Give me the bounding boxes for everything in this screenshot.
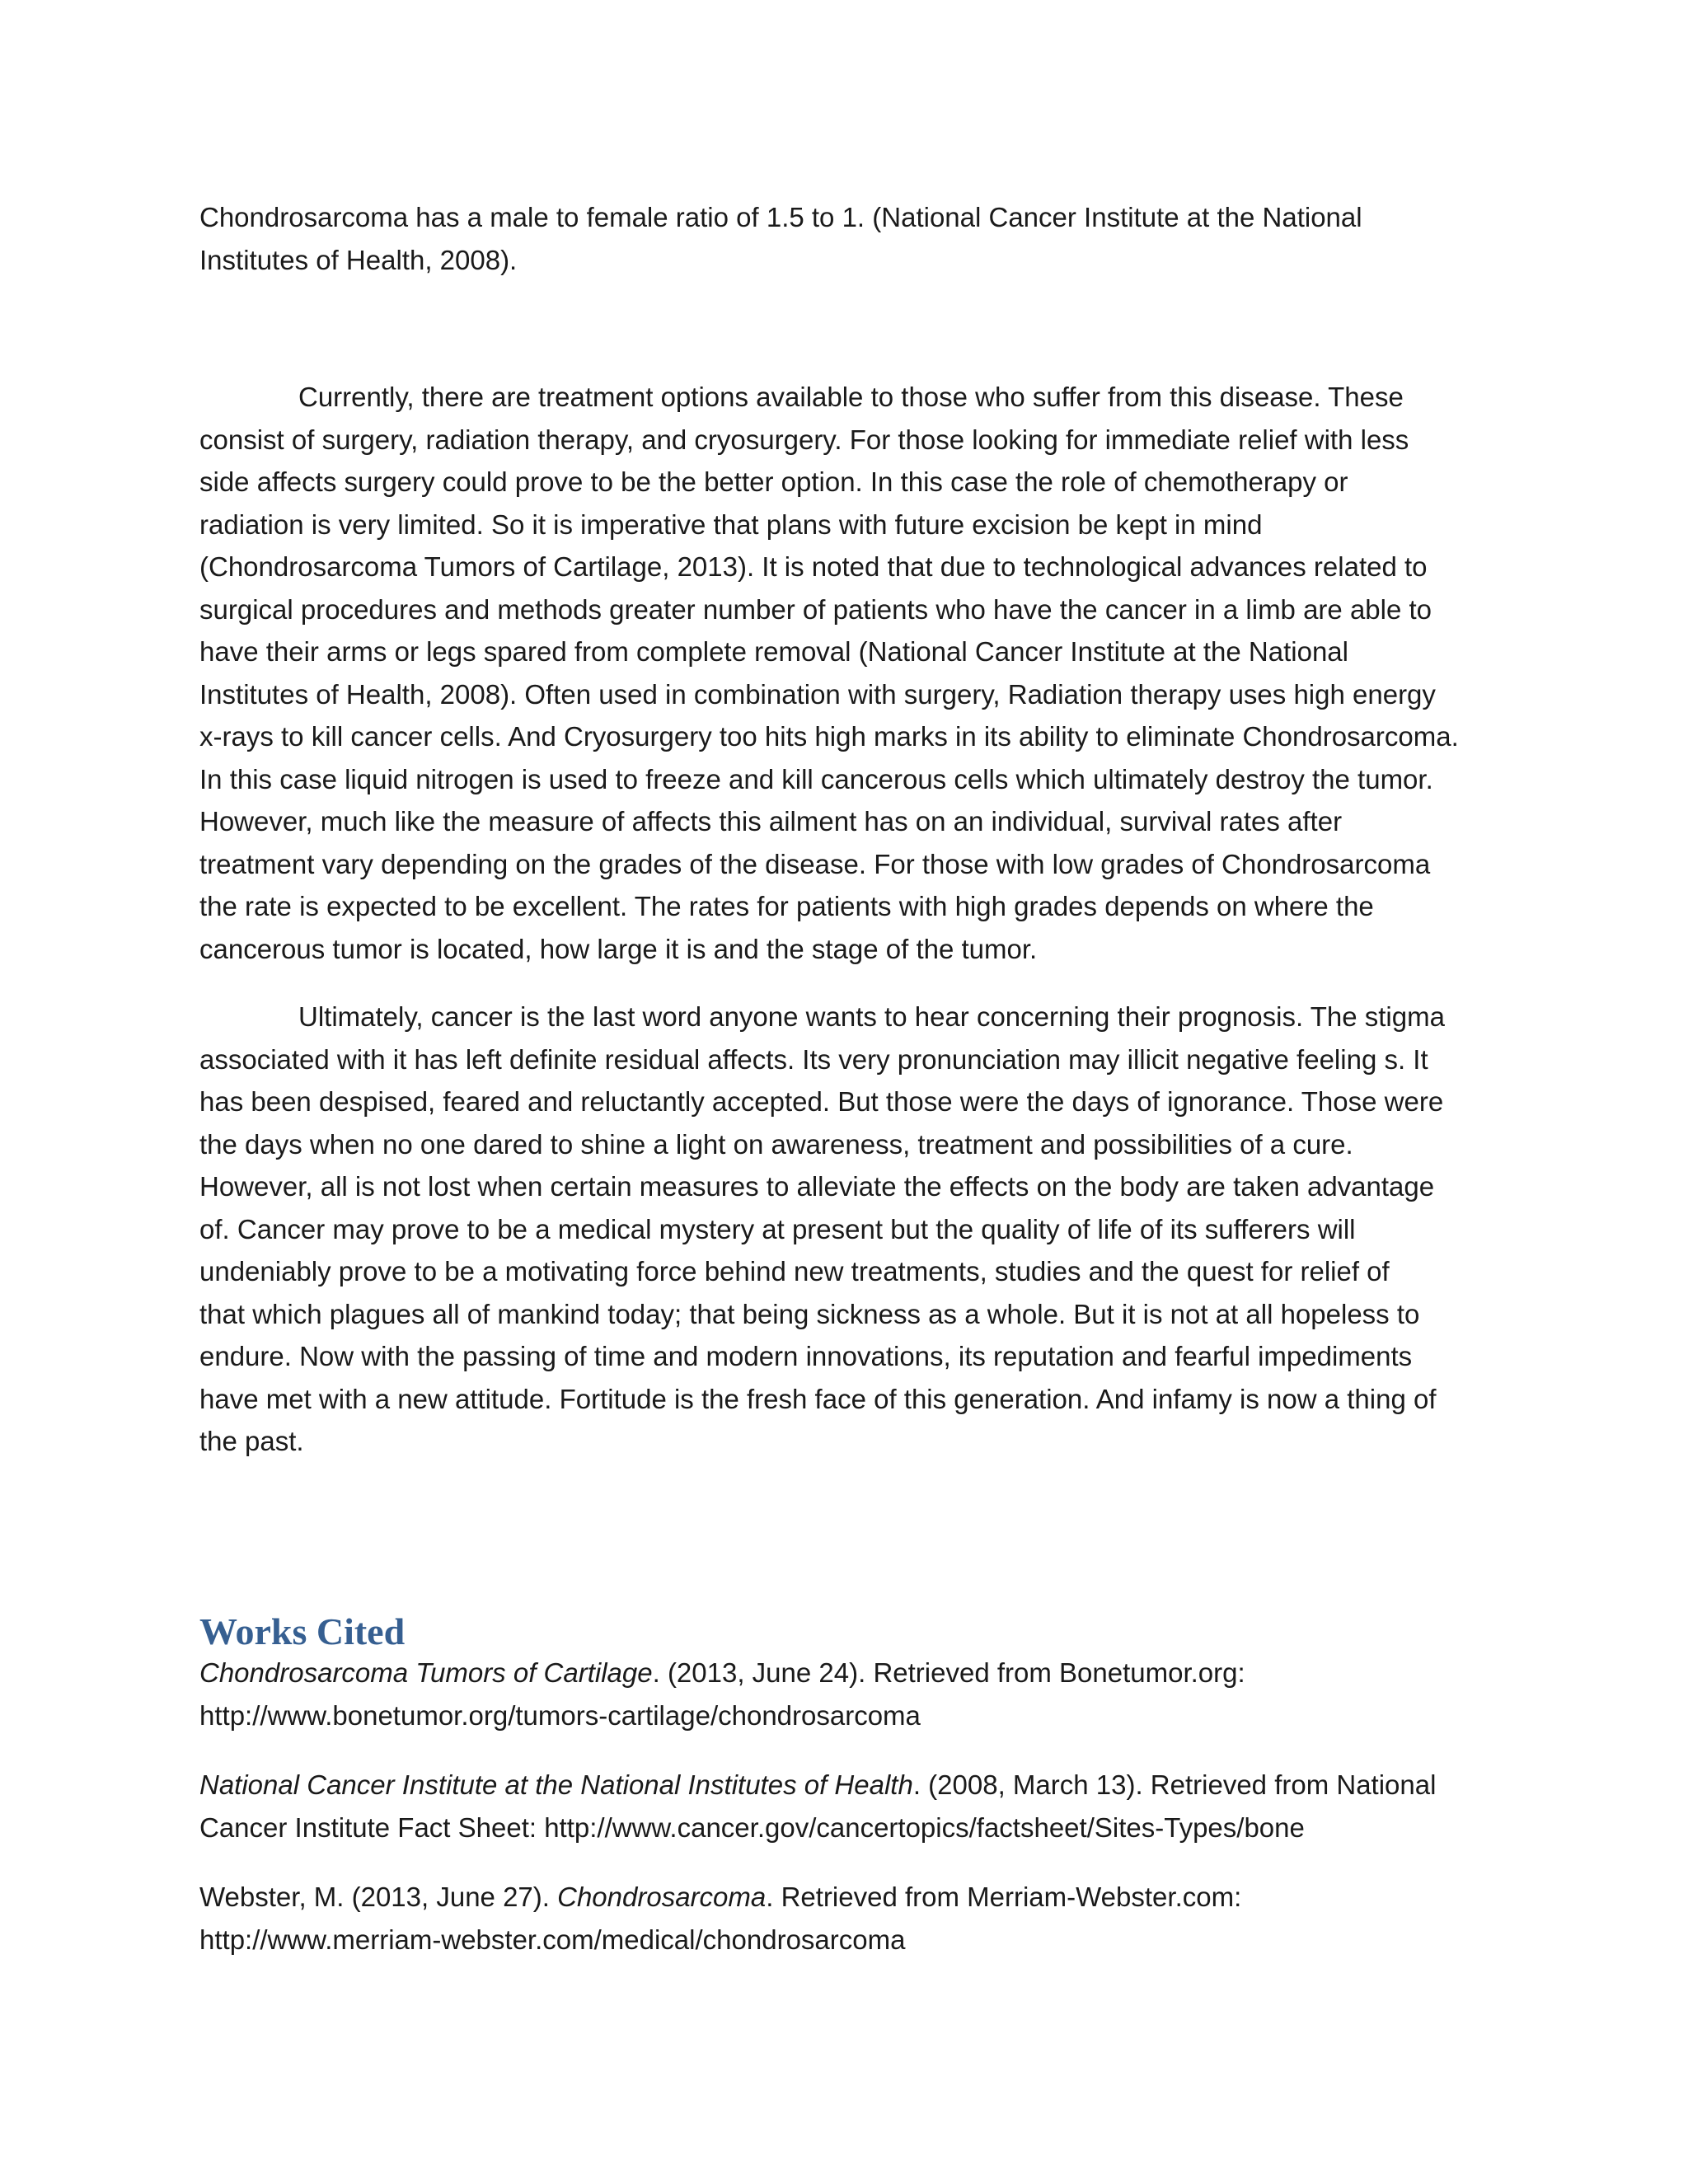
- citation-title: Chondrosarcoma: [557, 1882, 767, 1912]
- citation-line-1: [199, 1764, 1592, 1807]
- citation-line-1: [199, 1876, 1592, 1919]
- citation-entry-bonetumor: [199, 1652, 1592, 1736]
- conclusion-paragraph: Ultimately, cancer is the last word anyone wants to hear concerning their prognosis. The stigma associated with it has left definite residual affects. Its very pronunciation may illicit negative feeling s. It has been despised, feared and reluctantly accepted. But those were the days of ignorance. Those were the days when no one dared to shine a light on awareness, treatment and possibilities of a cure. However, all is not lost when certain measures to alleviate the effects on the body are taken advantage of. Cancer may prove to be a medical mystery at present but the quality of life of its sufferers will undeniably prove to be a motivating force behind new treatments, studies and the quest for relief of that which plagues all of mankind today; that being sickness as a whole. But it is not at all hopeless to endure. Now with the passing of time and modern innovations, its reputation and fearful impediments have met with a new attitude. Fortitude is the fresh face of this generation. And infamy is now a thing of the past.: [199, 1001, 1445, 1456]
- intro-paragraph: Chondrosarcoma has a male to female ratio of 1.5 to 1. (National Cancer Institute at the National Institutes of Health, 2008).: [199, 202, 1362, 275]
- citation-details: . (2008, March 13). Retrieved from National: [912, 1769, 1437, 1800]
- citation-url: Cancer Institute Fact Sheet: http://www.cancer.gov/cancertopics/factsheet/Sites-Types/bone: [199, 1811, 1305, 1843]
- citation-title: Chondrosarcoma Tumors of Cartilage: [199, 1657, 653, 1688]
- citation-details: . Retrieved from Merriam-Webster.com:: [766, 1882, 1242, 1912]
- treatment-paragraph: Currently, there are treatment options available to those who suffer from this disease. These consist of surgery, radiation therapy, and cryosurgery. For those looking for immediate relief with less side affects surgery could prove to be the better option. In this case the role of chemotherapy or radiation is very limited. So it is imperative that plans with future excision be kept in mind (Chondrosarcoma Tumors of Cartilage, 2013). It is noted that due to technological advances related to surgical procedures and methods greater number of patients who have the cancer in a limb are able to have their arms or legs spared from complete removal (National Cancer Institute at the National Institutes of Health, 2008). Often used in combination with surgery, Radiation therapy uses high energy x-rays to kill cancer cells. And Cryosurgery too hits high marks in its ability to eliminate Chondrosarcoma. In this case liquid nitrogen is used to freeze and kill cancerous cells which ultimately destroy the tumor. However, much like the measure of affects this ailment has on an individual, survival rates after treatment vary depending on the grades of the disease. For those with low grades of Chondrosarcoma the rate is expected to be excellent. The rates for patients with high grades depends on where the cancerous tumor is located, how large it is and the stage of the tumor.: [199, 382, 1459, 964]
- citation-url: http://www.bonetumor.org/tumors-cartilage/chondrosarcoma: [199, 1699, 921, 1731]
- works-cited-heading: Works Cited: [199, 1610, 406, 1652]
- citation-entry-merriam-webster: [199, 1876, 1592, 1961]
- citation-details: . (2013, June 24). Retrieved from Bonetumor.org:: [652, 1657, 1245, 1688]
- citation-title: National Cancer Institute at the National Institutes of Health: [199, 1769, 913, 1800]
- citation-line-1: [199, 1652, 1592, 1694]
- citation-url: http://www.merriam-webster.com/medical/chondrosarcoma: [199, 1924, 906, 1955]
- citation-author: Webster, M. (2013, June 27).: [199, 1882, 558, 1912]
- citation-entry-nci: [199, 1764, 1592, 1849]
